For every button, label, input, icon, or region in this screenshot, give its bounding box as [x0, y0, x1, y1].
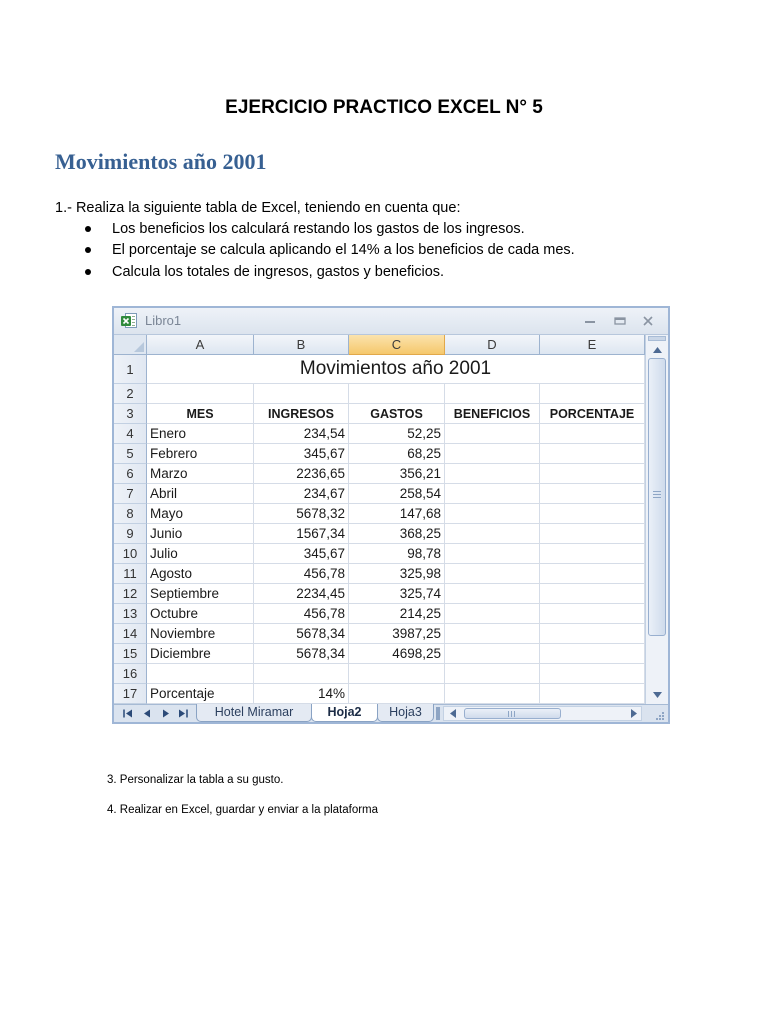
cell-c4[interactable]: 52,25 — [349, 424, 445, 444]
instructions-list — [80, 218, 575, 283]
row-header-1[interactable]: 1 — [114, 355, 147, 384]
cell-c10[interactable]: 98,78 — [349, 544, 445, 564]
scroll-right-button[interactable] — [627, 707, 641, 720]
row-header-4[interactable]: 4 — [114, 424, 147, 444]
sheet-tab-bar — [114, 704, 668, 722]
cell-e9[interactable] — [540, 524, 645, 544]
cell-c2[interactable] — [349, 384, 445, 404]
next-sheet-icon[interactable] — [160, 708, 172, 719]
cell-b7[interactable]: 234,67 — [254, 484, 349, 504]
cell-d10[interactable] — [445, 544, 540, 564]
cell-b10[interactable]: 345,67 — [254, 544, 349, 564]
column-header-d[interactable]: D — [445, 335, 540, 355]
cell-d17[interactable] — [445, 684, 540, 704]
cell-e7[interactable] — [540, 484, 645, 504]
list-item-text: Calcula los totales de ingresos, gastos y beneficios. — [112, 263, 445, 280]
sheet-tab-hoja2[interactable]: Hoja2 — [311, 704, 378, 722]
cell-d16[interactable] — [445, 664, 540, 684]
cell-c17[interactable] — [349, 684, 445, 704]
column-header-b[interactable]: B — [254, 335, 349, 355]
step-3: 3. Personalizar la tabla a su gusto. — [107, 774, 284, 786]
row-header-6[interactable]: 6 — [114, 464, 147, 484]
cell-d6[interactable] — [445, 464, 540, 484]
list-item-text: El porcentaje se calcula aplicando el 14% a los beneficios de cada mes. — [112, 242, 575, 259]
cell-d2[interactable] — [445, 384, 540, 404]
grip-icon — [653, 491, 661, 500]
cell-b2[interactable] — [254, 384, 349, 404]
cell-b4[interactable]: 234,54 — [254, 424, 349, 444]
row-header-8[interactable]: 8 — [114, 504, 147, 524]
cell-c12[interactable]: 325,74 — [349, 584, 445, 604]
excel-window — [112, 306, 670, 724]
cell-b14[interactable]: 5678,34 — [254, 624, 349, 644]
cell-b11[interactable]: 456,78 — [254, 564, 349, 584]
cell-d14[interactable] — [445, 624, 540, 644]
sheet-tab-hotel-miramar[interactable]: Hotel Miramar — [196, 704, 312, 722]
cell-a17[interactable]: Porcentaje — [147, 684, 254, 704]
cell-e6[interactable] — [540, 464, 645, 484]
cell-d7[interactable] — [445, 484, 540, 504]
cell-e13[interactable] — [540, 604, 645, 624]
workbook-title: Libro1 — [145, 313, 182, 328]
cell-e16[interactable] — [540, 664, 645, 684]
split-box[interactable] — [648, 336, 666, 341]
tab-split-handle[interactable] — [436, 707, 440, 720]
bullet-icon — [80, 220, 112, 238]
row-header-16[interactable]: 16 — [114, 664, 147, 684]
cell-e12[interactable] — [540, 584, 645, 604]
cell-e8[interactable] — [540, 504, 645, 524]
row-header-2[interactable]: 2 — [114, 384, 147, 404]
cell-e5[interactable] — [540, 444, 645, 464]
grip-icon — [508, 711, 517, 717]
cell-d15[interactable] — [445, 644, 540, 664]
cell-c13[interactable]: 214,25 — [349, 604, 445, 624]
list-item-text: Los beneficios los calculará restando los gastos de los ingresos. — [112, 220, 525, 237]
cell-b17[interactable]: 14% — [254, 684, 349, 704]
cell-e3[interactable]: PORCENTAJE — [540, 404, 645, 424]
cell-b13[interactable]: 456,78 — [254, 604, 349, 624]
arrow-up-icon — [653, 347, 662, 353]
scroll-left-button[interactable] — [446, 707, 460, 720]
scroll-up-button[interactable] — [648, 342, 666, 357]
document-title: EJERCICIO PRACTICO EXCEL N° 5 — [225, 97, 543, 118]
cell-b9[interactable]: 1567,34 — [254, 524, 349, 544]
cell-b5[interactable]: 345,67 — [254, 444, 349, 464]
row-header-5[interactable]: 5 — [114, 444, 147, 464]
sheet-tab-hoja3[interactable]: Hoja3 — [377, 704, 434, 722]
row-header-17[interactable]: 17 — [114, 684, 147, 704]
cell-a7[interactable]: Abril — [147, 484, 254, 504]
cell-c3[interactable]: GASTOS — [349, 404, 445, 424]
cell-e10[interactable] — [540, 544, 645, 564]
maximize-icon[interactable] — [613, 316, 627, 326]
cell-d5[interactable] — [445, 444, 540, 464]
cell-a12[interactable]: Septiembre — [147, 584, 254, 604]
step-4: 4. Realizar en Excel, guardar y enviar a la plataforma — [107, 804, 379, 816]
select-all-corner[interactable] — [114, 335, 147, 355]
cell-c8[interactable]: 147,68 — [349, 504, 445, 524]
minimize-icon[interactable] — [583, 316, 597, 326]
bullet-icon — [80, 263, 112, 281]
cell-b15[interactable]: 5678,34 — [254, 644, 349, 664]
column-header-a[interactable]: A — [147, 335, 254, 355]
cell-b16[interactable] — [254, 664, 349, 684]
bullet-icon — [80, 241, 112, 259]
horizontal-scrollbar[interactable] — [443, 706, 642, 721]
vertical-scroll-thumb[interactable] — [648, 358, 666, 636]
cell-b8[interactable]: 5678,32 — [254, 504, 349, 524]
worksheet-grid[interactable] — [114, 335, 645, 704]
vertical-scrollbar[interactable] — [645, 335, 668, 704]
cell-b6[interactable]: 2236,65 — [254, 464, 349, 484]
list-item — [80, 261, 575, 283]
cell-a3[interactable]: MES — [147, 404, 254, 424]
cell-e4[interactable] — [540, 424, 645, 444]
row-header-7[interactable]: 7 — [114, 484, 147, 504]
scroll-down-button[interactable] — [648, 687, 666, 702]
row-header-12[interactable]: 12 — [114, 584, 147, 604]
cell-d13[interactable] — [445, 604, 540, 624]
cell-e17[interactable] — [540, 684, 645, 704]
list-item — [80, 218, 575, 240]
cell-d3[interactable]: BENEFICIOS — [445, 404, 540, 424]
cell-c9[interactable]: 368,25 — [349, 524, 445, 544]
close-icon[interactable] — [641, 316, 655, 326]
cell-d11[interactable] — [445, 564, 540, 584]
row-header-9[interactable]: 9 — [114, 524, 147, 544]
cell-d8[interactable] — [445, 504, 540, 524]
cell-b12[interactable]: 2234,45 — [254, 584, 349, 604]
cell-c6[interactable]: 356,21 — [349, 464, 445, 484]
excel-title-bar[interactable] — [114, 308, 668, 335]
cell-e11[interactable] — [540, 564, 645, 584]
instructions-intro: 1.- Realiza la siguiente tabla de Excel, teniendo en cuenta que: — [55, 200, 461, 216]
cell-b3[interactable]: INGRESOS — [254, 404, 349, 424]
column-header-c[interactable]: C — [349, 335, 445, 355]
cell-d9[interactable] — [445, 524, 540, 544]
cell-e14[interactable] — [540, 624, 645, 644]
cell-e2[interactable] — [540, 384, 645, 404]
cell-a13[interactable]: Octubre — [147, 604, 254, 624]
last-sheet-icon[interactable] — [177, 708, 189, 719]
horizontal-scroll-thumb[interactable] — [464, 708, 561, 719]
cell-a5[interactable]: Febrero — [147, 444, 254, 464]
excel-workbook-icon[interactable] — [120, 312, 138, 329]
cell-c14[interactable]: 3987,25 — [349, 624, 445, 644]
cell-a10[interactable]: Julio — [147, 544, 254, 564]
previous-sheet-icon[interactable] — [141, 708, 153, 719]
cell-a2[interactable] — [147, 384, 254, 404]
cell-d12[interactable] — [445, 584, 540, 604]
first-sheet-icon[interactable] — [122, 708, 134, 719]
cell-a16[interactable] — [147, 664, 254, 684]
cell-a11[interactable]: Agosto — [147, 564, 254, 584]
row-header-15[interactable]: 15 — [114, 644, 147, 664]
sheet-title-cell[interactable]: Movimientos año 2001 — [147, 355, 645, 384]
cell-e15[interactable] — [540, 644, 645, 664]
cell-a14[interactable]: Noviembre — [147, 624, 254, 644]
row-header-14[interactable]: 14 — [114, 624, 147, 644]
arrow-down-icon — [653, 692, 662, 698]
cell-a6[interactable]: Marzo — [147, 464, 254, 484]
resize-grip-icon[interactable] — [654, 708, 665, 719]
cell-c5[interactable]: 68,25 — [349, 444, 445, 464]
section-subtitle: Movimientos año 2001 — [55, 149, 267, 174]
row-header-13[interactable]: 13 — [114, 604, 147, 624]
cell-c16[interactable] — [349, 664, 445, 684]
cell-a9[interactable]: Junio — [147, 524, 254, 544]
column-header-e[interactable]: E — [540, 335, 645, 355]
cell-c15[interactable]: 4698,25 — [349, 644, 445, 664]
cell-c11[interactable]: 325,98 — [349, 564, 445, 584]
row-header-3[interactable]: 3 — [114, 404, 147, 424]
cell-c7[interactable]: 258,54 — [349, 484, 445, 504]
row-header-11[interactable]: 11 — [114, 564, 147, 584]
cell-a4[interactable]: Enero — [147, 424, 254, 444]
cell-a15[interactable]: Diciembre — [147, 644, 254, 664]
cell-a8[interactable]: Mayo — [147, 504, 254, 524]
list-item — [80, 240, 575, 262]
cell-d4[interactable] — [445, 424, 540, 444]
row-header-10[interactable]: 10 — [114, 544, 147, 564]
